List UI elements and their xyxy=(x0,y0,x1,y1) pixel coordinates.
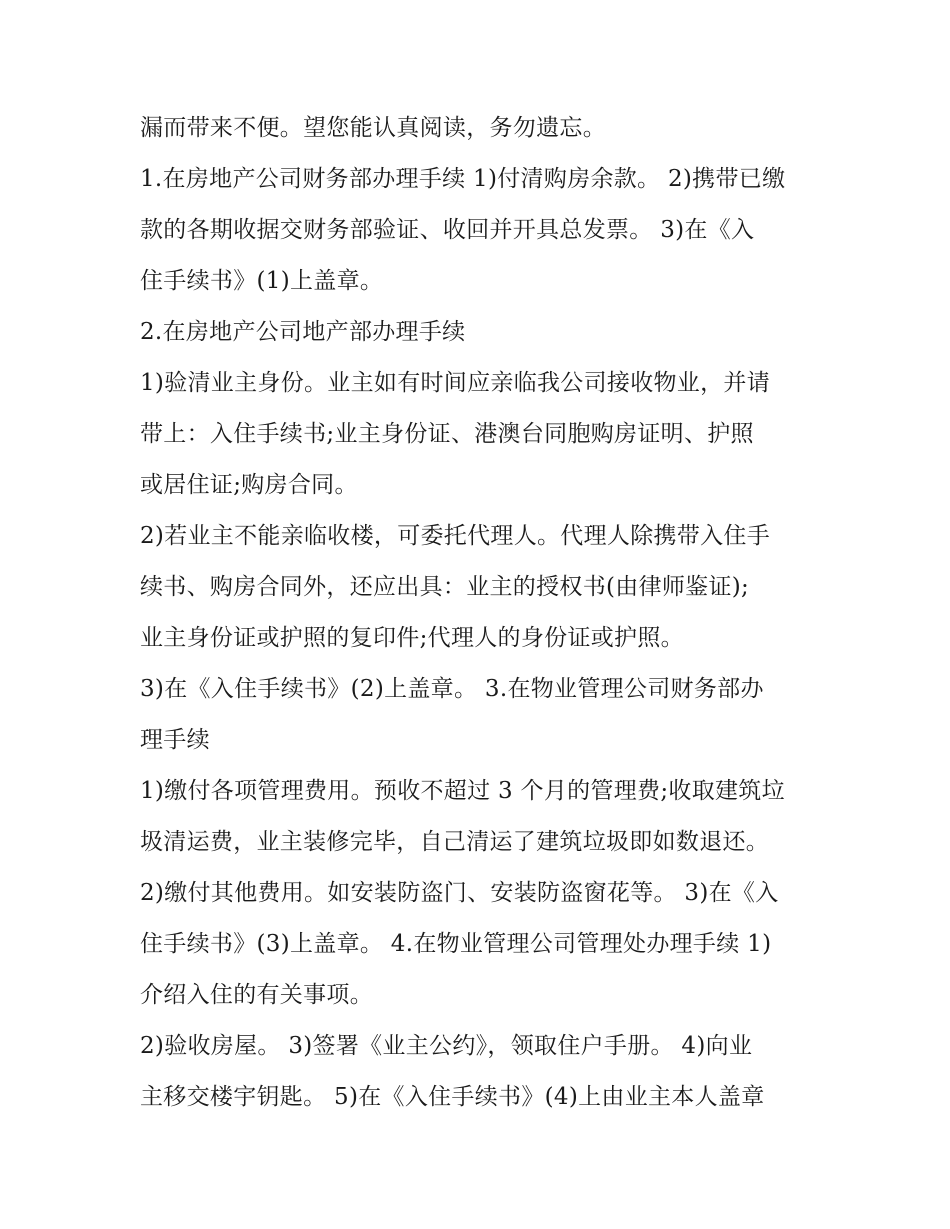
text-line: 圾清运费，业主装修完毕，自己清运了建筑垃圾即如数退还。 xyxy=(140,829,770,855)
text-line: 续书、购房合同外，还应出具：业主的授权书(由律师鉴证); xyxy=(140,574,750,600)
text-line: 住手续书》(3)上盖章。 4.在物业管理公司管理处办理手续 1) xyxy=(140,931,772,957)
text-line: 1)验清业主身份。业主如有时间应亲临我公司接收物业，并请 xyxy=(140,370,771,396)
text-line: 住手续书》(1)上盖章。 xyxy=(140,268,384,294)
text-line: 3)在《入住手续书》(2)上盖章。 3.在物业管理公司财务部办 xyxy=(140,676,764,702)
text-line: 2)若业主不能亲临收楼，可委托代理人。代理人除携带入住手 xyxy=(140,523,771,549)
text-line: 理手续 xyxy=(140,727,210,753)
text-line: 2)验收房屋。 3)签署《业主公约》，领取住户手册。 4)向业 xyxy=(140,1033,753,1059)
text-line: 介绍入住的有关事项。 xyxy=(140,982,373,1008)
text-line: 或居住证;购房合同。 xyxy=(140,472,358,498)
document-body xyxy=(140,103,830,1123)
text-line: 主移交楼宇钥匙。 5)在《入住手续书》(4)上由业主本人盖章 xyxy=(140,1084,765,1110)
text-line: 带上：入住手续书;业主身份证、港澳台同胞购房证明、护照 xyxy=(140,421,754,447)
text-line: 漏而带来不便。望您能认真阅读，务勿遗忘。 xyxy=(140,115,606,141)
text-line: 2.在房地产公司地产部办理手续 xyxy=(140,319,466,345)
text-line: 款的各期收据交财务部验证、收回并开具总发票。 3)在《入 xyxy=(140,217,755,243)
text-line: 2)缴付其他费用。如安装防盗门、安装防盗窗花等。 3)在《入 xyxy=(140,880,779,906)
text-line: 1.在房地产公司财务部办理手续 1)付清购房余款。 2)携带已缴 xyxy=(140,166,786,192)
text-line: 业主身份证或护照的复印件;代理人的身份证或护照。 xyxy=(140,625,684,651)
text-line: 1)缴付各项管理费用。预收不超过 3 个月的管理费;收取建筑垃 xyxy=(140,778,785,804)
